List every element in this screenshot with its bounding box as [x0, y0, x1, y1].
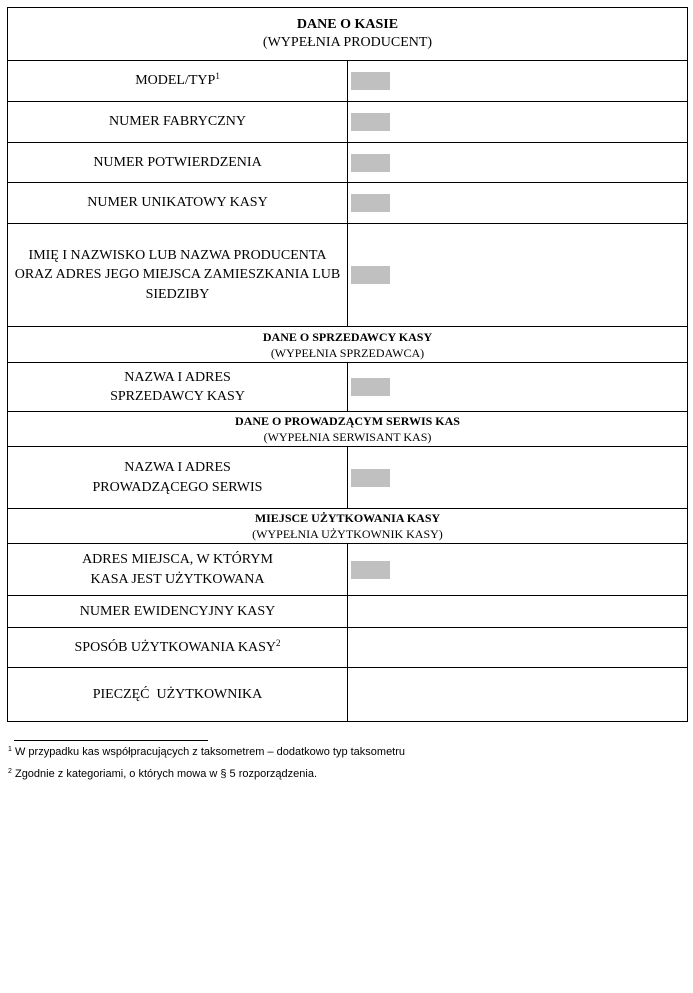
row-confirmation-number — [8, 143, 688, 183]
row-unique-number — [8, 183, 688, 224]
section-subtitle: (WYPEŁNIA SPRZEDAWCA) — [270, 345, 425, 360]
row-producer — [8, 224, 688, 327]
cash-register-form — [7, 7, 688, 722]
section-header-usage — [8, 509, 688, 544]
row-usage-method — [8, 628, 688, 668]
row-user-stamp — [8, 668, 688, 722]
footnote-divider — [14, 740, 208, 741]
serial-number-field[interactable] — [351, 113, 390, 131]
section-subtitle: (WYPEŁNIA PRODUCENT) — [262, 35, 433, 50]
section-header-cash-register — [8, 8, 688, 61]
section-subtitle: (WYPEŁNIA SERWISANT KAS) — [263, 430, 432, 444]
row-registry-number — [8, 596, 688, 628]
footnote-1: $^1$ W przypadku kas współpracujących z taksometrem – dodatkowo typ taksometru — [8, 746, 406, 758]
row-serial-number — [8, 102, 688, 143]
service-field[interactable] — [351, 469, 390, 487]
section-subtitle: (WYPEŁNIA UŻYTKOWNIK KASY) — [252, 527, 443, 541]
section-title: MIEJSCE UŻYTKOWANIA KASY — [254, 511, 441, 525]
user-stamp-field[interactable] — [348, 668, 688, 722]
row-usage-address — [8, 544, 688, 596]
section-title: DANE O PROWADZĄCYM SERWIS KAS — [235, 414, 460, 428]
confirmation-number-field[interactable] — [351, 154, 390, 172]
label-usage-address: ADRES MIEJSCA, W KTÓRYM KASA JEST UŻYTKOWANA — [82, 552, 273, 587]
label-seller: NAZWA I ADRES SPRZEDAWCY KASY — [110, 369, 245, 404]
section-header-service — [8, 412, 688, 447]
section-title: DANE O KASIE — [296, 17, 399, 32]
registry-number-field[interactable] — [348, 596, 688, 628]
label-user-stamp: PIECZĘĆ UŻYTKOWNIKA — [92, 686, 263, 702]
label-serial-number: NUMER FABRYCZNY — [108, 114, 247, 130]
footnote-2: $^2$ Zgodnie z kategoriami, o których mowa w § 5 rozporządzenia. — [8, 768, 318, 780]
label-unique-number: NUMER UNIKATOWY KASY — [87, 195, 268, 211]
usage-method-field[interactable] — [348, 628, 688, 668]
label-confirmation-number: NUMER POTWIERDZENIA — [93, 154, 262, 170]
label-service: NAZWA I ADRES PROWADZĄCEGO SERWIS — [92, 460, 263, 495]
row-seller — [8, 363, 688, 412]
row-service — [8, 447, 688, 509]
model-field[interactable] — [351, 72, 390, 90]
producer-field[interactable] — [351, 266, 390, 284]
label-model: MODEL/TYP$^1$ — [135, 71, 220, 89]
label-usage-method: SPOSÓB UŻYTKOWANIA KASY$^2$ — [74, 637, 281, 655]
footnote-ref-2: 2 — [275, 637, 281, 648]
label-producer: IMIĘ I NAZWISKO LUB NAZWA PRODUCENTA ORAZ ADRES JEGO MIEJSCA ZAMIESZKANIA LUB SIEDZIBY — [14, 247, 341, 302]
row-model — [8, 61, 688, 102]
unique-number-field[interactable] — [351, 194, 390, 212]
footnote-ref-1: 1 — [215, 71, 220, 82]
label-registry-number: NUMER EWIDENCYJNY KASY — [79, 603, 276, 619]
usage-address-field[interactable] — [351, 561, 390, 579]
seller-field[interactable] — [351, 378, 390, 396]
section-header-seller — [8, 327, 688, 363]
section-title: DANE O SPRZEDAWCY KASY — [262, 329, 433, 344]
